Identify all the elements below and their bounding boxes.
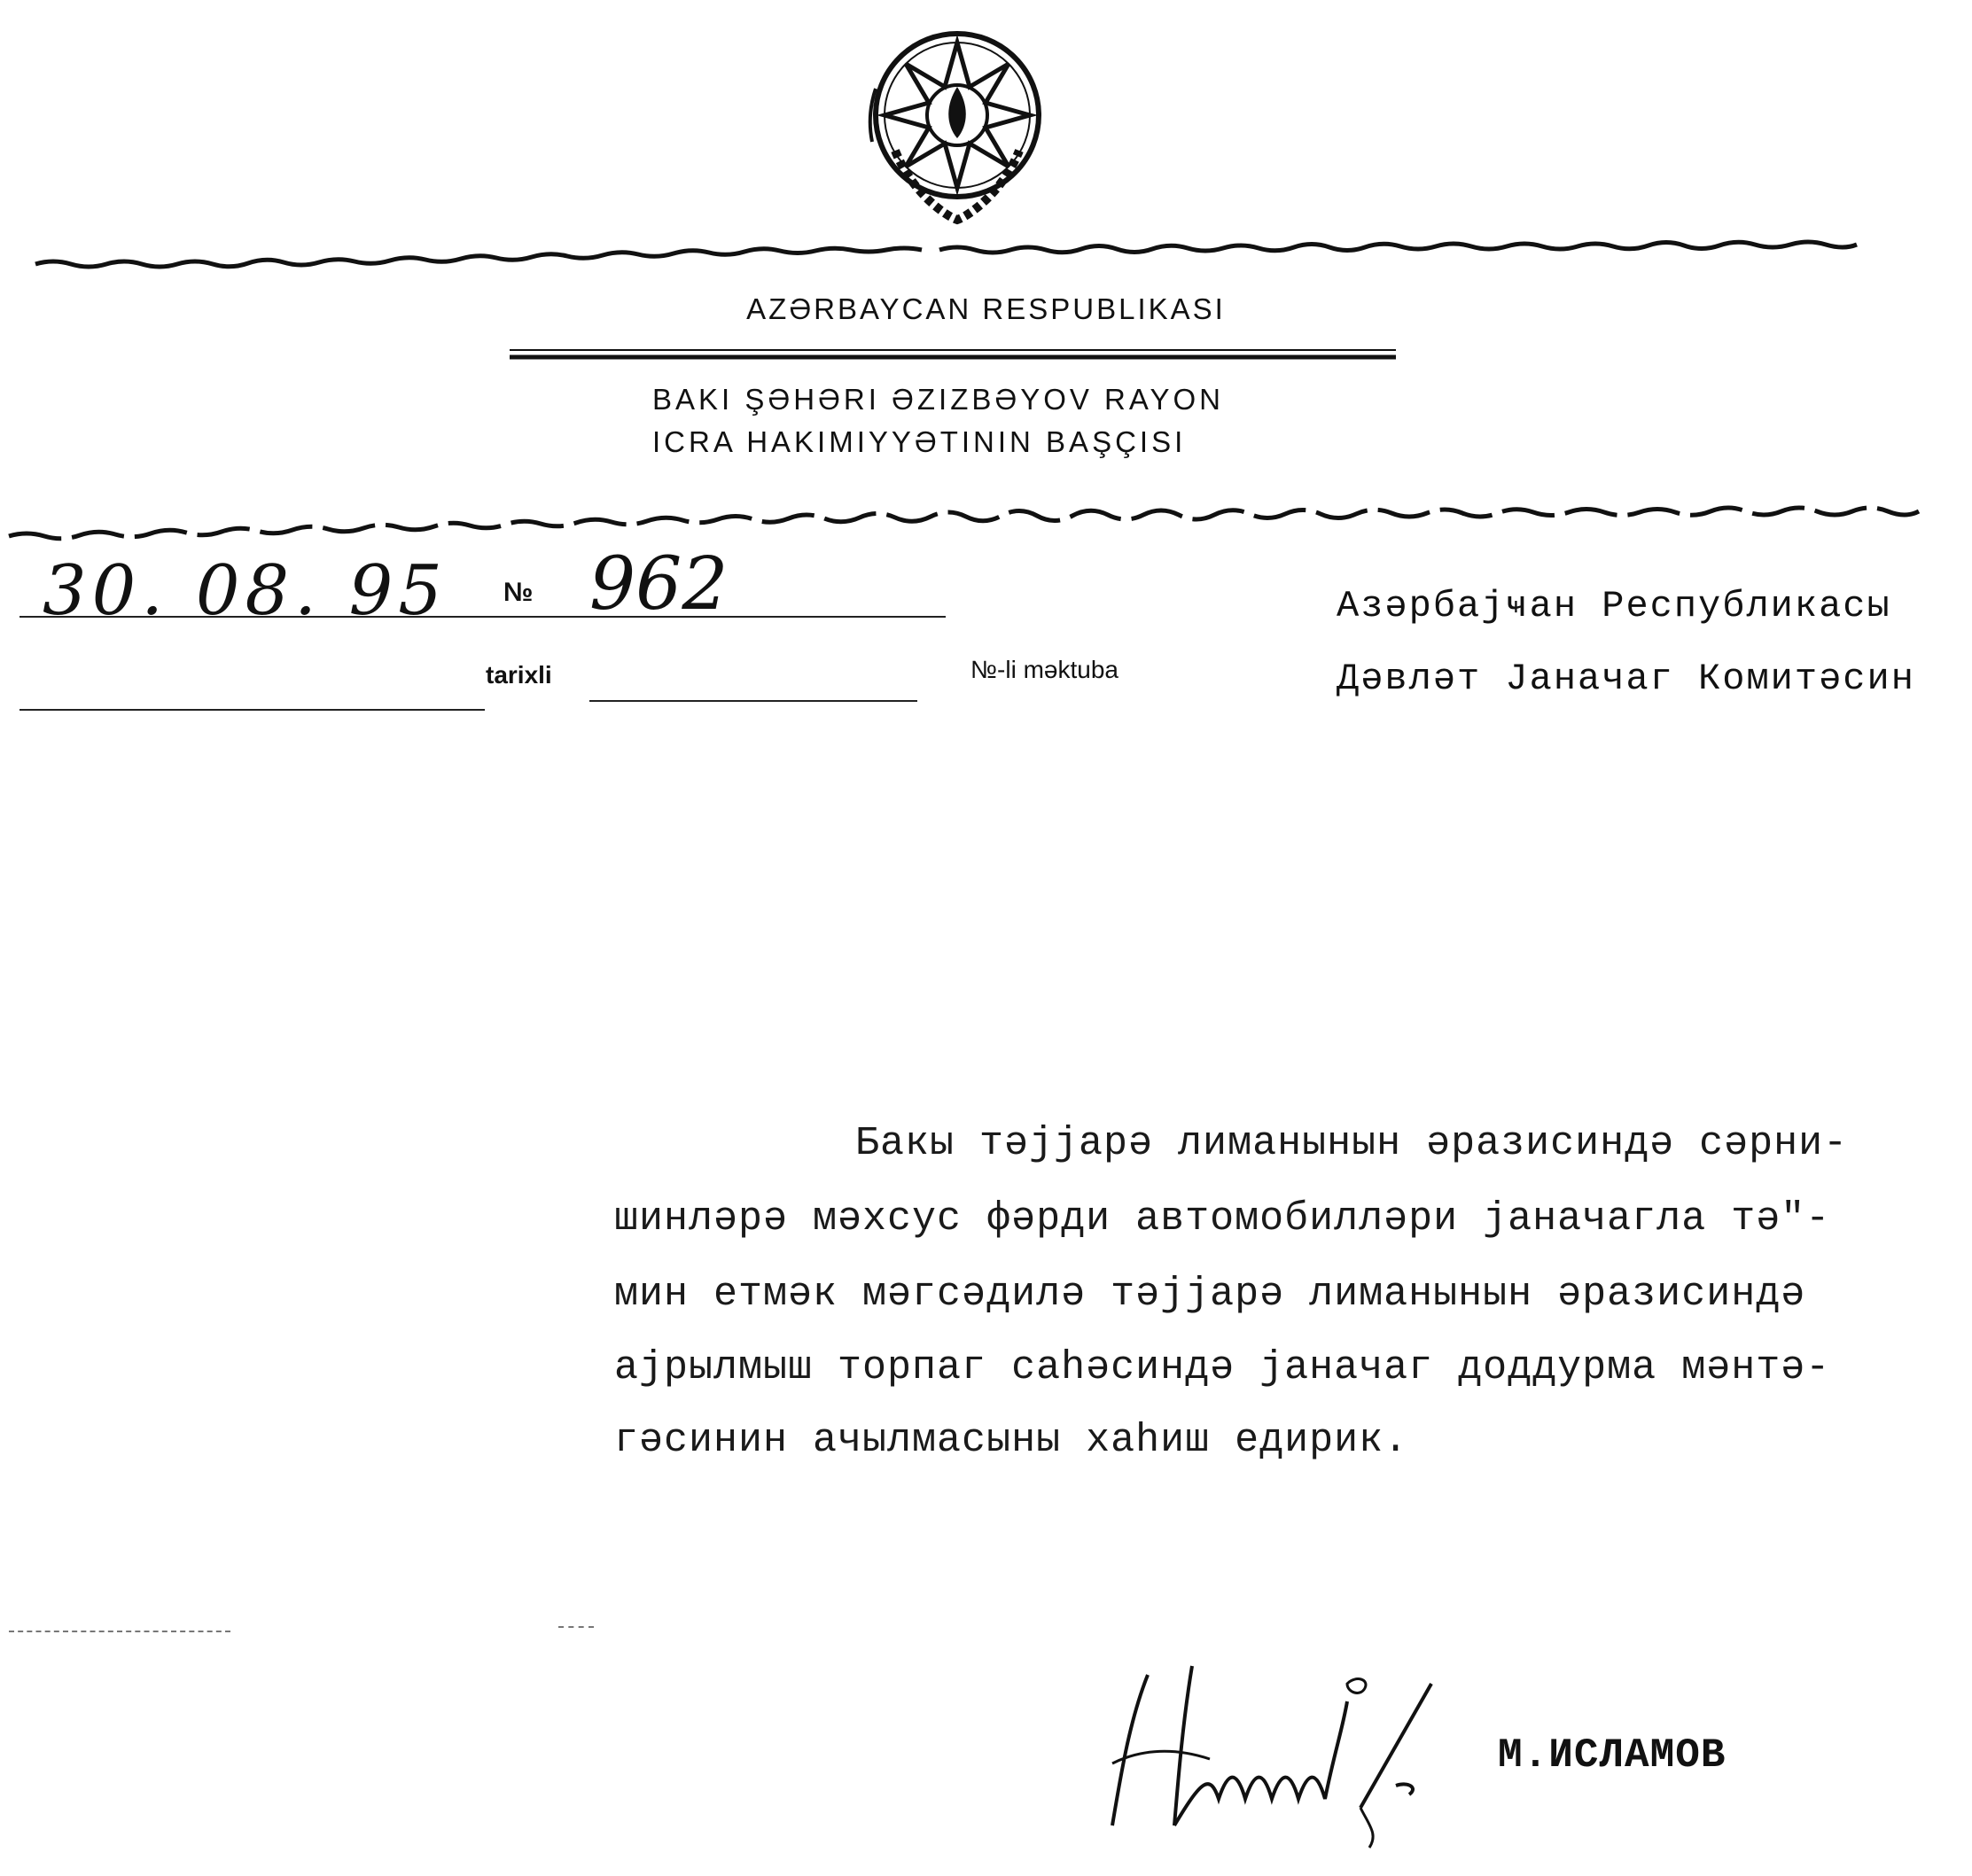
body-line-2: шинләрә мәхсус фәрди автомобилләри јаначагла тә"- [614, 1196, 1831, 1242]
handwritten-number: 962 [589, 542, 729, 627]
title-double-rule [510, 348, 1396, 361]
state-emblem-icon [860, 18, 1055, 230]
tarixli-field-line [19, 709, 485, 711]
handwritten-date: 30. 08. 95 [43, 551, 448, 631]
addressee-line-1: Азәрбаjҹан Республикасы [1337, 585, 1891, 627]
body-line-5: гәсинин ачылмасыны хаһиш едирик. [614, 1418, 1409, 1463]
body-line-4: ајрылмыш торпаг саһәсиндә јаначаг доддурма мәнтә- [614, 1345, 1831, 1390]
header-wavy-rule [0, 237, 1972, 273]
signature-icon [1095, 1648, 1467, 1861]
faint-dashed-mark [9, 1631, 230, 1632]
number-sign: № [503, 578, 534, 607]
tarixli-label: tarixli [486, 661, 552, 689]
mektuba-label: №-li məktuba [970, 656, 1119, 683]
faint-dashed-mark [558, 1626, 594, 1628]
district-line-1: BAKI ŞƏHƏRI ƏZIZBƏYOV RAYON [652, 383, 1224, 416]
signer-name: М.ИСЛАМОВ [1498, 1732, 1726, 1779]
reference-wavy-rule [0, 501, 1972, 545]
body-line-3: мин етмәк мәгсәдилә тәјјарә лиманынын әразисиндә [614, 1272, 1806, 1317]
republic-title: AZƏRBAYCAN RESPUBLIKASI [746, 292, 1226, 325]
addressee-line-2: Дәвләт Јаначаг Комитәсин [1337, 658, 1915, 700]
body-line-1: Бакы тәјјарә лиманынын әразисиндә сәрни- [855, 1121, 1849, 1166]
date-number-field-line [19, 616, 946, 618]
district-line-2: ICRA HAKIMIYYƏTININ BAŞÇISI [652, 425, 1187, 458]
mektuba-field-line [589, 700, 917, 702]
